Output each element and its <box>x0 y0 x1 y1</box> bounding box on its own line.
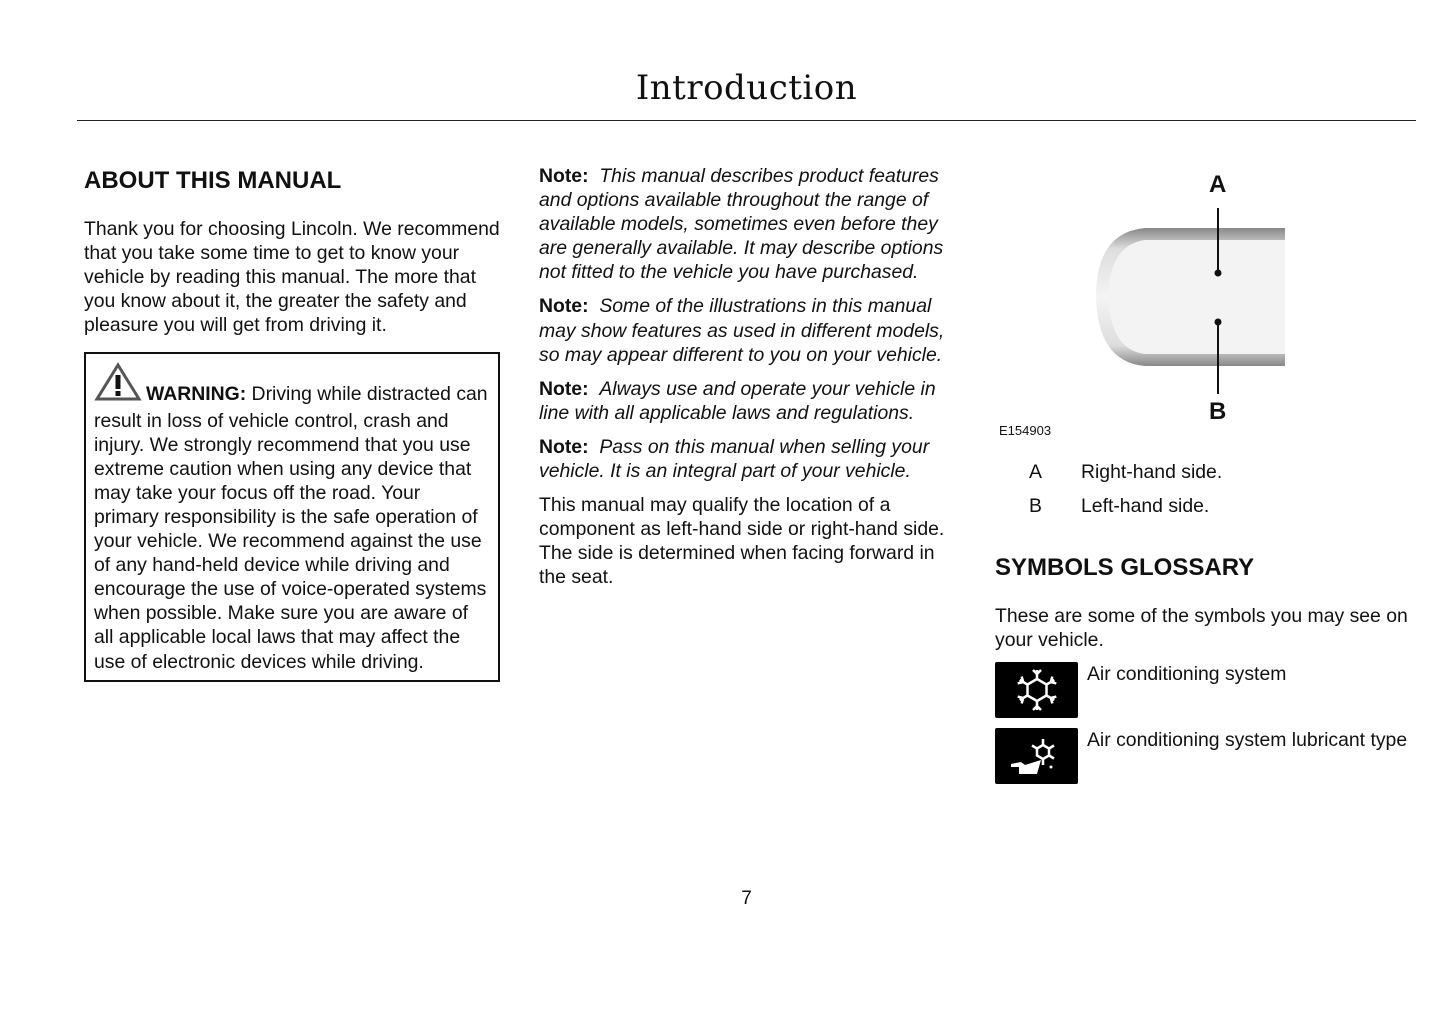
symbols-intro: These are some of the symbols you may see on your vehicle. <box>995 605 1408 652</box>
note-2 <box>539 294 959 366</box>
air-conditioning-icon <box>995 662 1078 718</box>
note-text: Always use and operate your vehicle in line with all applicable laws and regulations. <box>539 377 936 424</box>
warning-text: Driving while distracted can result in loss of vehicle control, crash and injury. We strongly recommend that you use extreme caution when using any device that may take your focus off the road. Your primary responsibility is the safe operation of your vehicle. We recommend against the use of any hand-held device while driving and encourage the use of voice-operated systems when possible. Make sure you are aware of all applicable local laws that may affect the use of electronic devices while driving. <box>94 383 488 673</box>
note-label: Note: <box>539 377 589 400</box>
note-text: Some of the illustrations in this manual may show features as used in different models, so may appear different to you on your vehicle. <box>539 295 945 366</box>
note-text: This manual describes product features and options available throughout the range of available models, sometimes even before they are generally available. It may describe options not fitted to the vehicle you have purchased. <box>539 165 944 284</box>
side-explanation: This manual may qualify the location of a component as left-hand side or right-hand side. The side is determined when facing forward in the seat. <box>539 494 945 589</box>
symbol-label: Air conditioning system lubricant type <box>1087 729 1408 752</box>
symbol-row <box>995 662 1415 718</box>
note-3 <box>539 377 959 425</box>
about-intro: Thank you for choosing Lincoln. We recommend that you take some time to get to know your vehicle by reading this manual. The more that you know about it, the greater the safety and pleasure you will get from driving it. <box>84 218 500 337</box>
ac-lubricant-icon <box>995 728 1078 784</box>
symbols-heading: SYMBOLS GLOSSARY <box>995 554 1255 582</box>
page-number: 7 <box>741 888 752 909</box>
note-label: Note: <box>539 295 589 318</box>
legend-row <box>995 494 1415 518</box>
legend-key: B <box>1029 495 1042 518</box>
legend-text: Right-hand side. <box>1081 461 1223 483</box>
column-notes <box>539 164 959 590</box>
warning-box <box>84 352 500 681</box>
header-rule <box>77 120 1416 121</box>
legend-row <box>995 460 1415 484</box>
page-title: Introduction <box>635 68 858 108</box>
symbol-row <box>995 728 1415 784</box>
warning-label: WARNING: <box>146 383 247 406</box>
legend-key: A <box>1029 461 1042 483</box>
note-1 <box>539 164 959 284</box>
figure-id: E154903 <box>999 423 1052 438</box>
column-symbols <box>995 170 1415 794</box>
vehicle-side-figure <box>995 170 1415 440</box>
warning-icon <box>94 362 142 408</box>
note-label: Note: <box>539 165 589 187</box>
column-about <box>84 167 500 682</box>
note-label: Note: <box>539 435 589 458</box>
figure-label-a: A <box>1209 171 1227 198</box>
symbol-label: Air conditioning system <box>1087 663 1287 686</box>
about-heading: ABOUT THIS MANUAL <box>84 167 342 194</box>
car-top-view-illustration <box>995 170 1295 410</box>
note-4 <box>539 435 959 483</box>
figure-label-b: B <box>1209 398 1227 425</box>
legend-text: Left-hand side. <box>1081 495 1210 518</box>
note-text: Pass on this manual when selling your vehicle. It is an integral part of your vehicle. <box>539 435 930 483</box>
